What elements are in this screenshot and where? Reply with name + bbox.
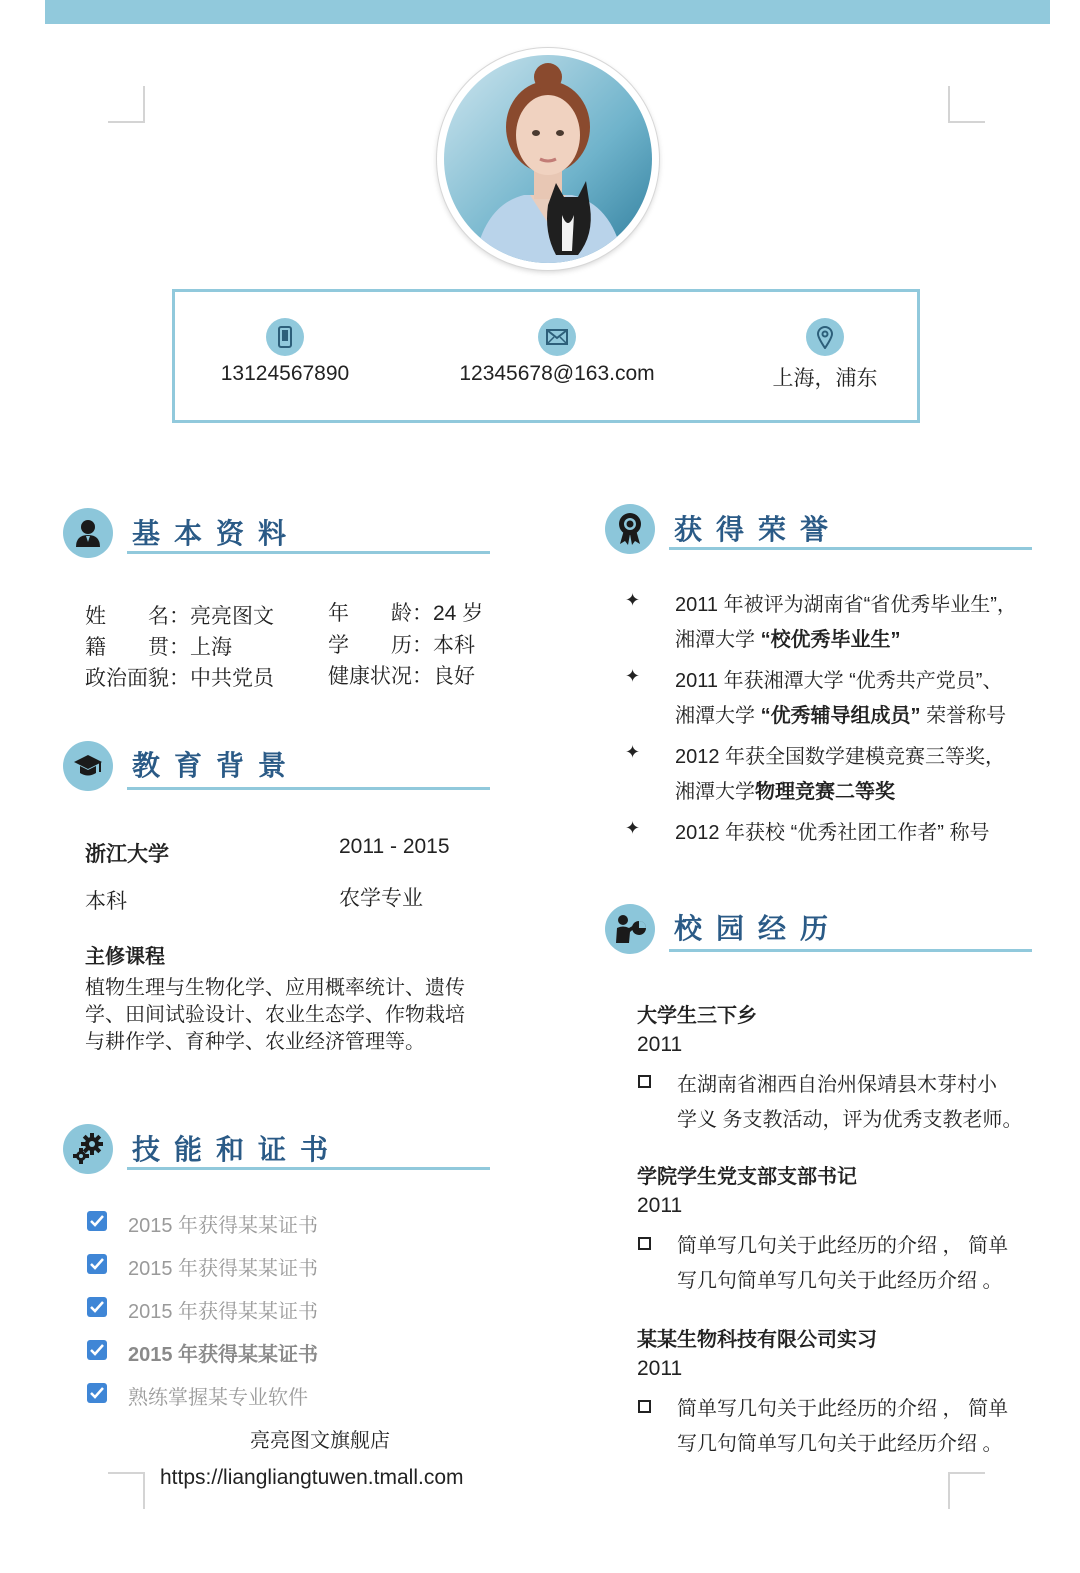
star-bullet-icon: ✦ (625, 818, 641, 838)
info-education: 学 历：本科 (328, 634, 475, 657)
campus-entry-name: 大学生三下乡 (637, 1005, 757, 1027)
campus-entry-year: 2011 (637, 1194, 683, 1217)
square-bullet-icon (638, 1075, 651, 1088)
corner-mark-bottom-left (108, 1472, 145, 1509)
honor-line: 2012 年获全国数学建模竞赛三等奖， (675, 746, 1006, 768)
basic-info-title: 基本资料 (132, 518, 301, 549)
square-bullet-icon (638, 1400, 651, 1413)
courses-title: 主修课程 (85, 946, 165, 968)
basic-info-divider (127, 551, 490, 554)
campus-entry-desc: 在湖南省湘西自治州保靖县木芽村小 (677, 1074, 997, 1096)
campus-entry-desc: 学义 务支教活动，评为优秀支教老师。 (677, 1109, 1023, 1131)
checkbox-icon (87, 1254, 107, 1274)
info-name: 姓 名：亮亮图文 (85, 605, 274, 628)
campus-entry-name: 学院学生党支部支部书记 (637, 1166, 857, 1188)
honor-line: 湘潭大学 “校优秀毕业生” (675, 629, 901, 651)
skill-item: 2015 年获得某某证书 (128, 1258, 319, 1280)
star-bullet-icon: ✦ (625, 742, 641, 762)
location-pin-icon (806, 318, 844, 356)
skill-item: 2015 年获得某某证书 (128, 1344, 319, 1366)
honor-line: 2012 年获校 “优秀社团工作者” 称号 (675, 822, 990, 844)
contact-email (447, 318, 667, 386)
contact-box (172, 289, 920, 423)
degree: 本科 (85, 890, 127, 913)
honor-line: 2011 年被评为湖南省“省优秀毕业生”， (675, 594, 1017, 616)
speaker-presentation-icon (605, 904, 655, 954)
checkbox-icon (87, 1297, 107, 1317)
person-icon (63, 508, 113, 558)
star-bullet-icon: ✦ (625, 666, 641, 686)
corner-mark-top-left (108, 86, 145, 123)
contact-phone (175, 318, 395, 386)
award-ribbon-icon (605, 504, 655, 554)
graduation-cap-icon (63, 741, 113, 791)
corner-mark-top-right (948, 86, 985, 123)
honor-line: 湘潭大学物理竞赛二等奖 (675, 781, 895, 803)
corner-mark-bottom-right (948, 1472, 985, 1509)
info-health: 健康状况：良好 (328, 665, 475, 688)
avatar (437, 48, 659, 270)
phone-icon (266, 318, 304, 356)
skill-item: 2015 年获得某某证书 (128, 1301, 319, 1323)
campus-divider (669, 949, 1032, 952)
campus-title: 校园经历 (674, 913, 843, 944)
campus-entry-desc: 简单写几句关于此经历的介绍 ， 简单 (677, 1235, 1009, 1257)
campus-entry-year: 2011 (637, 1357, 683, 1380)
top-accent-bar (45, 0, 1050, 24)
education-divider (127, 787, 490, 790)
gears-icon (63, 1124, 113, 1174)
campus-entry-desc: 简单写几句关于此经历的介绍 ， 简单 (677, 1398, 1009, 1420)
envelope-icon (538, 318, 576, 356)
footer-store: 亮亮图文旗舰店 (250, 1430, 390, 1452)
campus-entry-name: 某某生物科技有限公司实习 (637, 1329, 877, 1351)
honors-title: 获得荣誉 (674, 514, 843, 545)
skill-item: 熟练掌握某专业软件 (128, 1387, 308, 1409)
checkbox-icon (87, 1340, 107, 1360)
location-text: 上海，浦东 (772, 367, 878, 390)
square-bullet-icon (638, 1237, 651, 1250)
education-period: 2011 - 2015 (339, 835, 450, 858)
contact-location (715, 318, 935, 392)
skills-title: 技能和证书 (132, 1134, 343, 1165)
honor-line: 2011 年获湘潭大学 “优秀共产党员”、 (675, 670, 1003, 692)
avatar-photo (444, 55, 652, 263)
school-name: 浙江大学 (85, 843, 169, 866)
honors-divider (669, 547, 1032, 550)
checkbox-icon (87, 1383, 107, 1403)
email-address: 12345678@163.com (459, 362, 655, 385)
skill-item: 2015 年获得某某证书 (128, 1215, 319, 1237)
info-age: 年 龄：24 岁 (328, 602, 484, 625)
major: 农学专业 (339, 887, 423, 910)
checkbox-icon (87, 1211, 107, 1231)
honor-line: 湘潭大学 “优秀辅导组成员” 荣誉称号 (675, 705, 1007, 727)
footer-url[interactable]: https://liangliangtuwen.tmall.com (160, 1466, 464, 1489)
phone-number: 13124567890 (220, 362, 350, 385)
star-bullet-icon: ✦ (625, 590, 641, 610)
campus-entry-desc: 写几句简单写几句关于此经历介绍 。 (677, 1433, 1003, 1455)
info-political: 政治面貌：中共党员 (85, 667, 274, 690)
info-origin: 籍 贯：上海 (85, 636, 232, 659)
courses-text: 植物生理与生物化学、应用概率统计、遗传 学、田间试验设计、农业生态学、作物栽培 与耕作学、育种学、农业经济管理等。 (85, 977, 465, 1053)
campus-entry-desc: 写几句简单写几句关于此经历介绍 。 (677, 1270, 1003, 1292)
skills-divider (127, 1167, 490, 1170)
campus-entry-year: 2011 (637, 1033, 683, 1056)
education-title: 教育背景 (132, 750, 301, 781)
